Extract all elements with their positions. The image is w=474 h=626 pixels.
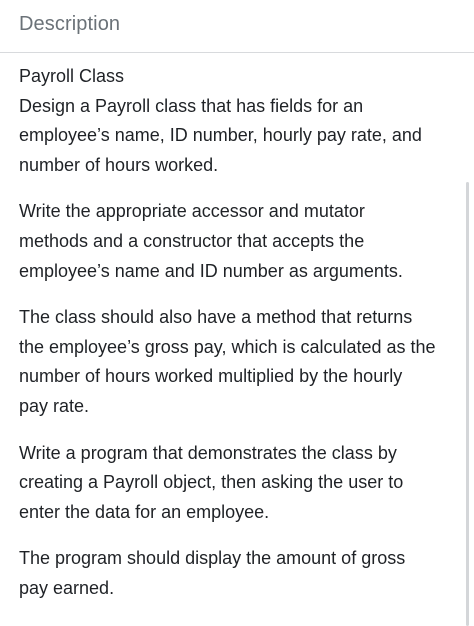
- paragraph-line: Write a program that demonstrates the class by: [19, 442, 397, 463]
- paragraph-intro: [19, 62, 459, 180]
- paragraph-line: Payroll Class: [19, 66, 125, 86]
- paragraph-line: number of hours worked multiplied by the hourly: [19, 366, 403, 387]
- paragraph-line: employee’s name, ID number, hourly pay rate, and: [19, 125, 422, 146]
- paragraph-line: number of hours worked.: [19, 154, 219, 175]
- description-body: [19, 62, 459, 621]
- paragraph-program: [19, 439, 459, 528]
- paragraph-line: methods and a constructor that accepts the: [19, 230, 365, 251]
- paragraph-line: employee’s name and ID number as arguments.: [19, 260, 403, 281]
- paragraph-gross-pay: [19, 303, 459, 421]
- paragraph-line: creating a Payroll object, then asking the user to: [19, 472, 404, 493]
- vertical-scrollbar[interactable]: [466, 182, 469, 626]
- paragraph-line: The class should also have a method that returns: [19, 307, 413, 328]
- paragraph-display: [19, 544, 459, 603]
- paragraph-line: Write the appropriate accessor and mutator: [19, 201, 365, 222]
- description-title: Description: [19, 13, 121, 35]
- description-header: [0, 0, 474, 54]
- paragraph-line: The program should display the amount of gross: [19, 548, 406, 569]
- paragraph-line: enter the data for an employee.: [19, 501, 270, 522]
- paragraph-line: pay rate.: [19, 395, 90, 416]
- paragraph-accessors: [19, 197, 459, 286]
- header-divider: [0, 52, 474, 53]
- paragraph-line: the employee’s gross pay, which is calculated as the: [19, 336, 436, 357]
- paragraph-line: pay earned.: [19, 577, 115, 598]
- paragraph-line: Design a Payroll class that has fields for an: [19, 95, 364, 116]
